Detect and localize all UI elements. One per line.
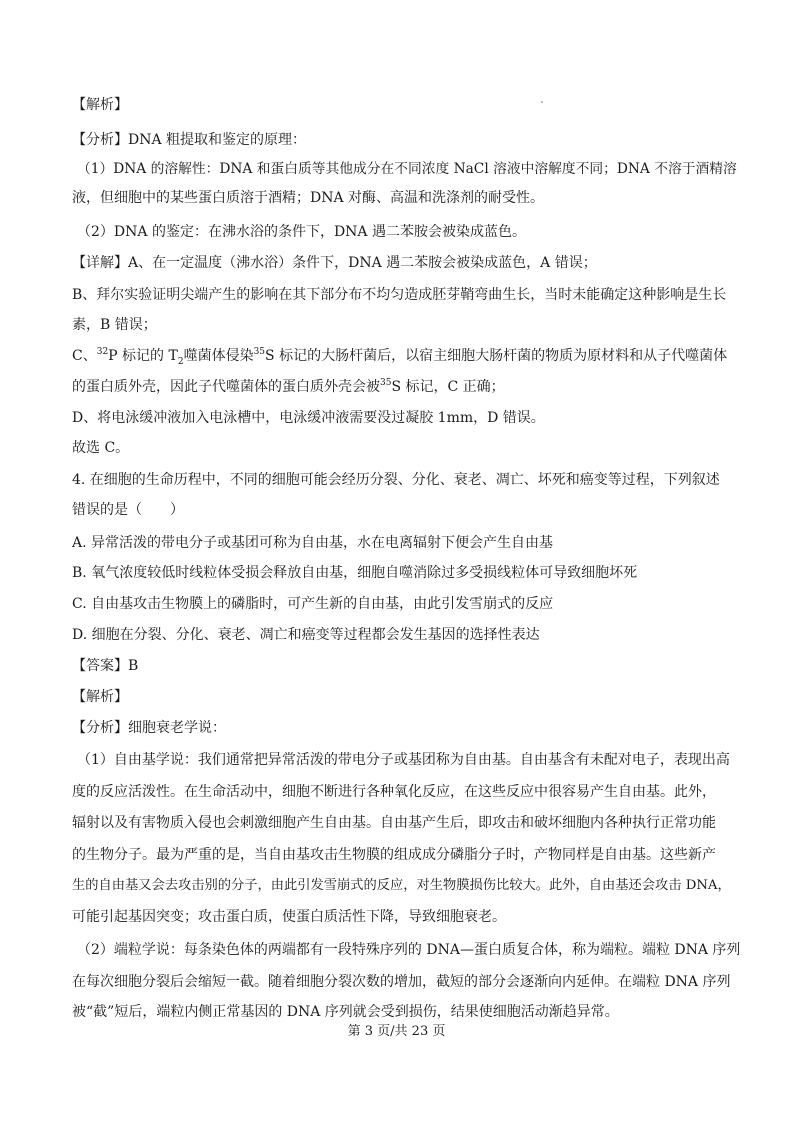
option-b: B. 氧气浓度较低时线粒体受损会释放自由基，细胞自噬消除过多受损线粒体可导致细胞坏死 <box>72 565 638 581</box>
question-stem: 错误的是（ ） <box>72 502 184 518</box>
paragraph-line: （1）自由基学说：我们通常把异常活泼的带电分子或基团称为自由基。自由基含有未配对电子，表现出高 <box>77 752 730 768</box>
text-run: 的蛋白质外壳，因此子代噬菌体的蛋白质外壳会被 <box>72 379 380 395</box>
paragraph-line: （2）DNA 的鉴定：在沸水浴的条件下，DNA 遇二苯胺会被染成蓝色。 <box>77 224 526 240</box>
paragraph-line: 在每次细胞分裂后会缩短一截。随着细胞分裂次数的增加，截短的部分会逐渐向内延伸。在端粒 DNA 序列 <box>72 974 731 990</box>
section-heading-analysis: 【解析】 <box>72 689 128 705</box>
paragraph-line: 的生物分子。最为严重的是，当自由基攻击生物膜的组成成分磷脂分子时，产物同样是自由基。这些新产 <box>72 847 716 863</box>
paragraph-line: 生的自由基又会去攻击别的分子，由此引发雪崩式的反应，对生物膜损伤比较大。此外，自由基还会攻击 DNA， <box>72 878 731 893</box>
superscript: 32 <box>96 347 109 357</box>
paragraph-line: 被“截”短后，端粒内侧正常基因的 DNA 序列就会受到损伤，结果使细胞活动渐趋异常。 <box>72 1004 619 1020</box>
question-stem: 4. 在细胞的生命历程中，不同的细胞可能会经历分裂、分化、衰老、凋亡、坏死和癌变等过程，下列叙述 <box>72 472 720 488</box>
conclusion-line: 故选 C。 <box>72 440 130 456</box>
superscript: 35 <box>380 378 392 388</box>
text-run: P 标记的 T <box>108 348 178 364</box>
page-number-footer: 第 3 页/共 23 页 <box>347 1024 446 1039</box>
section-heading-analysis: 【解析】 <box>72 97 128 113</box>
superscript: 35 <box>253 347 266 357</box>
analysis-intro: 【分析】细胞衰老学说： <box>72 720 226 736</box>
text-run: 噬菌体侵染 <box>183 348 254 364</box>
paragraph-line: 素，B 错误； <box>72 317 157 333</box>
paragraph-line <box>72 378 505 398</box>
text-run: S 标记的大肠杆菌后，以宿主细胞大肠杆菌的物质为原材料和从子代噬菌体 <box>265 348 728 364</box>
paragraph-line: 液，但细胞中的某些蛋白质溶于酒精；DNA 对酶、高温和洗涤剂的耐受性。 <box>72 190 545 206</box>
option-c: C. 自由基攻击生物膜上的磷脂时，可产生新的自由基，由此引发雪崩式的反应 <box>72 596 554 612</box>
paragraph-line: 度的反应活泼性。在生命活动中，细胞不断进行各种氧化反应，在这些反应中很容易产生自由基。此外， <box>72 784 716 800</box>
option-a: A. 异常活泼的带电分子或基团可称为自由基，水在电离辐射下便会产生自由基 <box>72 535 554 551</box>
paragraph-line: （1）DNA 的溶解性：DNA 和蛋白质等其他成分在不同浓度 NaCl 溶液中溶解度不同；DNA 不溶于酒精溶 <box>77 161 737 177</box>
text-run: S 标记，C 正确； <box>391 379 505 395</box>
scan-speck <box>541 101 543 103</box>
option-d: D. 细胞在分裂、分化、衰老、凋亡和癌变等过程都会发生基因的选择性表达 <box>72 627 540 643</box>
paragraph-line: B、拜尔实验证明尖端产生的影响在其下部分布不均匀造成胚芽鞘弯曲生长，当时未能确定这种影响是生长 <box>72 287 727 303</box>
analysis-intro: 【分析】DNA 粗提取和鉴定的原理： <box>72 132 307 148</box>
paragraph-line: （2）端粒学说：每条染色体的两端都有一段特殊序列的 DNA—蛋白质复合体，称为端粒。端粒 DNA 序列 <box>77 942 741 958</box>
subscript: 2 <box>177 357 184 367</box>
answer-line: 【答案】B <box>72 658 139 674</box>
paragraph-line: D、将电泳缓冲液加入电泳槽中，电泳缓冲液需要没过凝胶 1mm，D 错误。 <box>72 410 545 426</box>
paragraph-line: 辐射以及有害物质入侵也会刺激细胞产生自由基。自由基产生后，即攻击和破坏细胞内各种执行正常功能 <box>72 815 716 831</box>
paragraph-line-c <box>72 347 727 367</box>
detail-heading: 【详解】A、在一定温度（沸水浴）条件下，DNA 遇二苯胺会被染成蓝色，A 错误； <box>72 255 597 271</box>
text-run: C、 <box>72 348 97 364</box>
paragraph-line: 可能引起基因突变；攻击蛋白质，使蛋白质活性下降，导致细胞衰老。 <box>72 909 506 925</box>
